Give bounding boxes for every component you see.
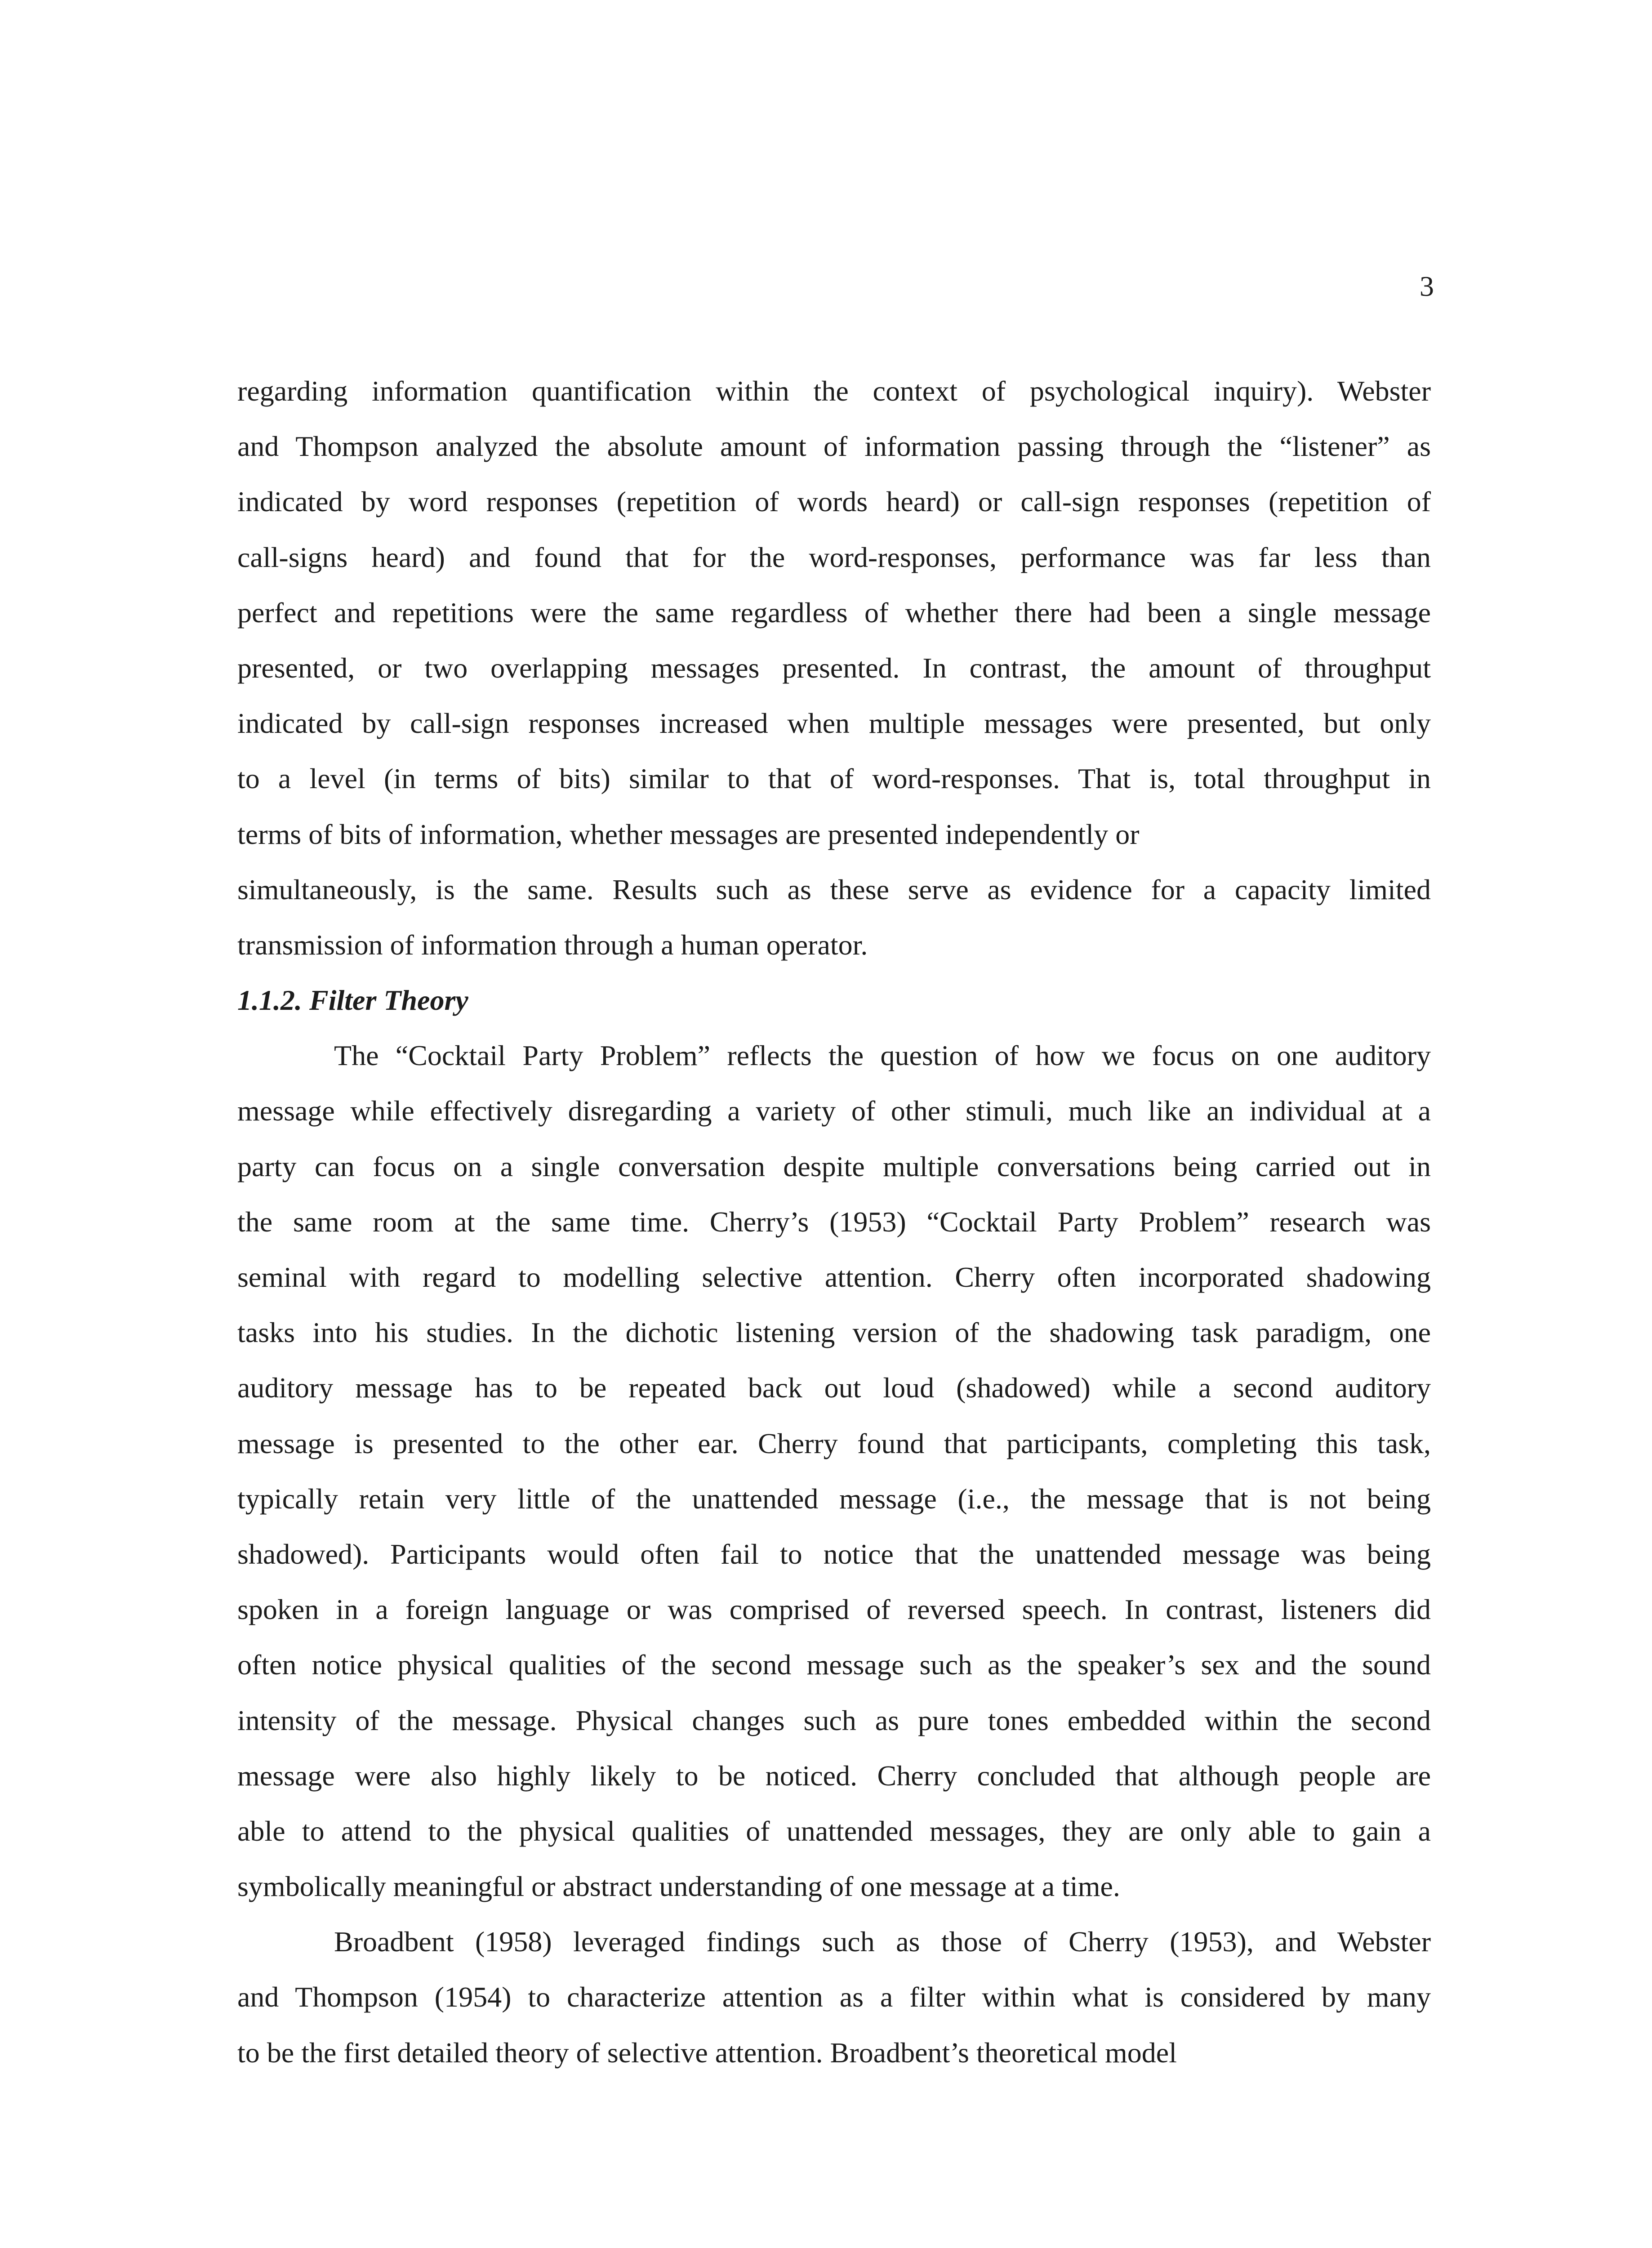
text-line: the same room at the same time. Cherry’s (1953) “Cocktail Party Problem” research was [237, 1205, 1431, 1238]
text-line: able to attend to the physical qualities of unattended messages, they are only able to gain a [237, 1815, 1431, 1847]
text-line: presented, or two overlapping messages presented. In contrast, the amount of throughput [237, 651, 1431, 684]
text-line: to be the first detailed theory of selective attention. Broadbent’s theoretical model [237, 2036, 1177, 2069]
text-line: terms of bits of information, whether messages are presented independently or [237, 818, 1140, 850]
text-line: indicated by call-sign responses increased when multiple messages were presented, but only [237, 707, 1431, 740]
body-text [237, 363, 1431, 2080]
text-line: seminal with regard to modelling selective attention. Cherry often incorporated shadowing [237, 1261, 1431, 1293]
text-line: spoken in a foreign language or was comprised of reversed speech. In contrast, listeners did [237, 1593, 1431, 1626]
text-line: Broadbent (1958) leveraged findings such as those of Cherry (1953), and Webster [334, 1926, 1431, 1958]
text-line: symbolically meaningful or abstract understanding of one message at a time. [237, 1870, 1120, 1903]
text-line: shadowed). Participants would often fail to notice that the unattended message was being [237, 1538, 1431, 1570]
text-line: message while effectively disregarding a variety of other stimuli, much like an individual at a [237, 1095, 1431, 1127]
text-line: to a level (in terms of bits) similar to that of word-responses. That is, total throughput in [237, 763, 1431, 795]
text-line: perfect and repetitions were the same regardless of whether there had been a single message [237, 596, 1431, 629]
text-line: simultaneously, is the same. Results such as these serve as evidence for a capacity limited [237, 873, 1431, 905]
text-line: message were also highly likely to be noticed. Cherry concluded that although people are [237, 1759, 1431, 1792]
page-number: 3 [1420, 270, 1434, 302]
section-heading: 1.1.2. Filter Theory [237, 984, 468, 1017]
text-line: transmission of information through a human operator. [237, 928, 868, 961]
text-line: and Thompson (1954) to characterize attention as a filter within what is considered by many [237, 1981, 1431, 2013]
text-line: typically retain very little of the unattended message (i.e., the message that is not being [237, 1482, 1431, 1515]
text-line: often notice physical qualities of the second message such as the speaker’s sex and the sound [237, 1649, 1431, 1681]
text-line: The “Cocktail Party Problem” reflects the question of how we focus on one auditory [334, 1039, 1431, 1072]
text-line: intensity of the message. Physical changes such as pure tones embedded within the second [237, 1704, 1431, 1736]
text-line: message is presented to the other ear. Cherry found that participants, completing this task, [237, 1427, 1431, 1459]
text-line: indicated by word responses (repetition of words heard) or call-sign responses (repetition of [237, 486, 1431, 518]
text-line: call-signs heard) and found that for the word-responses, performance was far less than [237, 541, 1431, 573]
text-line: auditory message has to be repeated back out loud (shadowed) while a second auditory [237, 1372, 1431, 1404]
text-line: tasks into his studies. In the dichotic listening version of the shadowing task paradigm, one [237, 1316, 1431, 1349]
text-line: and Thompson analyzed the absolute amount of information passing through the “listener” as [237, 430, 1431, 463]
text-line: party can focus on a single conversation despite multiple conversations being carried out in [237, 1150, 1431, 1182]
text-line: regarding information quantification within the context of psychological inquiry). Webster [237, 375, 1431, 407]
